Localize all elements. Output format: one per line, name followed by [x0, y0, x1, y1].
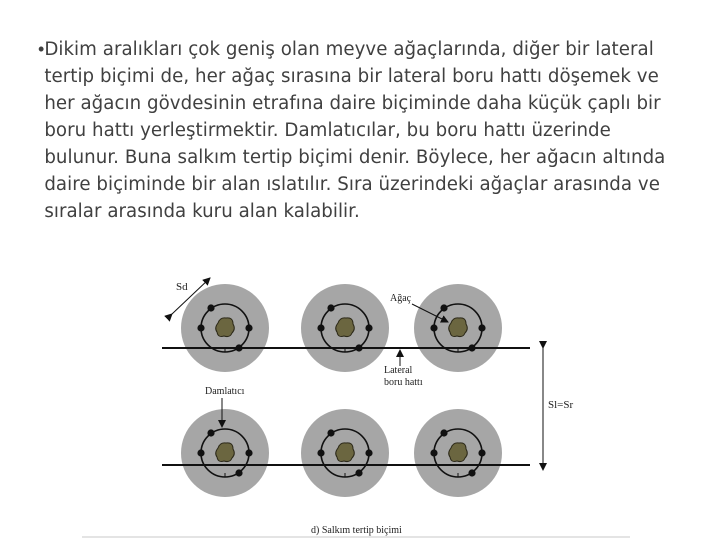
emitter-dot: [197, 449, 204, 456]
emitter-dot: [468, 469, 475, 476]
emitter-dot: [235, 469, 242, 476]
tree-trunk: [449, 318, 468, 337]
tree-unit: [181, 409, 269, 497]
sd-label: Sd: [176, 281, 188, 293]
tree-trunk: [449, 443, 468, 462]
emitter-dot: [317, 449, 324, 456]
diagram-caption: d) Salkım tertip biçimi: [311, 525, 402, 536]
emitter-dot: [327, 429, 334, 436]
lateral-label-line1: Lateral: [384, 365, 413, 376]
emitter-dot: [478, 449, 485, 456]
emitter-dot: [430, 324, 437, 331]
emitter-dot: [365, 449, 372, 456]
emitter-dot: [245, 449, 252, 456]
emitter-dot: [245, 324, 252, 331]
tree-unit: [301, 284, 389, 372]
tree-unit: [181, 284, 269, 372]
emitter-dot: [478, 324, 485, 331]
emitter-dot: [207, 429, 214, 436]
tree-unit: [414, 284, 502, 372]
lateral-label-line2: boru hattı: [384, 377, 423, 388]
tree-trunk: [216, 443, 235, 462]
tree-label: Ağaç: [390, 293, 412, 304]
bullet-text: Dikim aralıkları çok geniş olan meyve ağaçlarında, diğer bir lateral tertip biçimi de, her ağaç sırasına bir lateral boru hattı döşemek ve her ağacın gövdesinin etrafına daire biçiminde daha küçük çaplı bir boru hattı yerleştirmektir. Damlatıcılar, bu boru hattı üzerinde bulunur. Buna salkım tertip biçimi denir. Böylece, her ağacın altında daire biçiminde bir alan ıslatılır. Sıra üzerindeki ağaçlar arasında ve sıralar arasında kuru alan kalabilir.: [44, 39, 666, 222]
emitter-dot: [430, 449, 437, 456]
emitter-dot: [197, 324, 204, 331]
emitter-label: Damlatıcı: [205, 386, 245, 397]
emitter-dot: [440, 304, 447, 311]
emitter-dot: [317, 324, 324, 331]
tree-unit: [414, 409, 502, 497]
tree-trunk: [216, 318, 235, 337]
tree-trunk: [336, 443, 355, 462]
bullet-symbol: •: [38, 39, 45, 59]
emitter-dot: [327, 304, 334, 311]
emitter-dot: [207, 304, 214, 311]
tree-unit: [301, 409, 389, 497]
spacing-label: Sl=Sr: [548, 399, 574, 411]
emitter-dot: [365, 324, 372, 331]
tree-trunk: [336, 318, 355, 337]
emitter-dot: [440, 429, 447, 436]
emitter-dot: [355, 469, 362, 476]
